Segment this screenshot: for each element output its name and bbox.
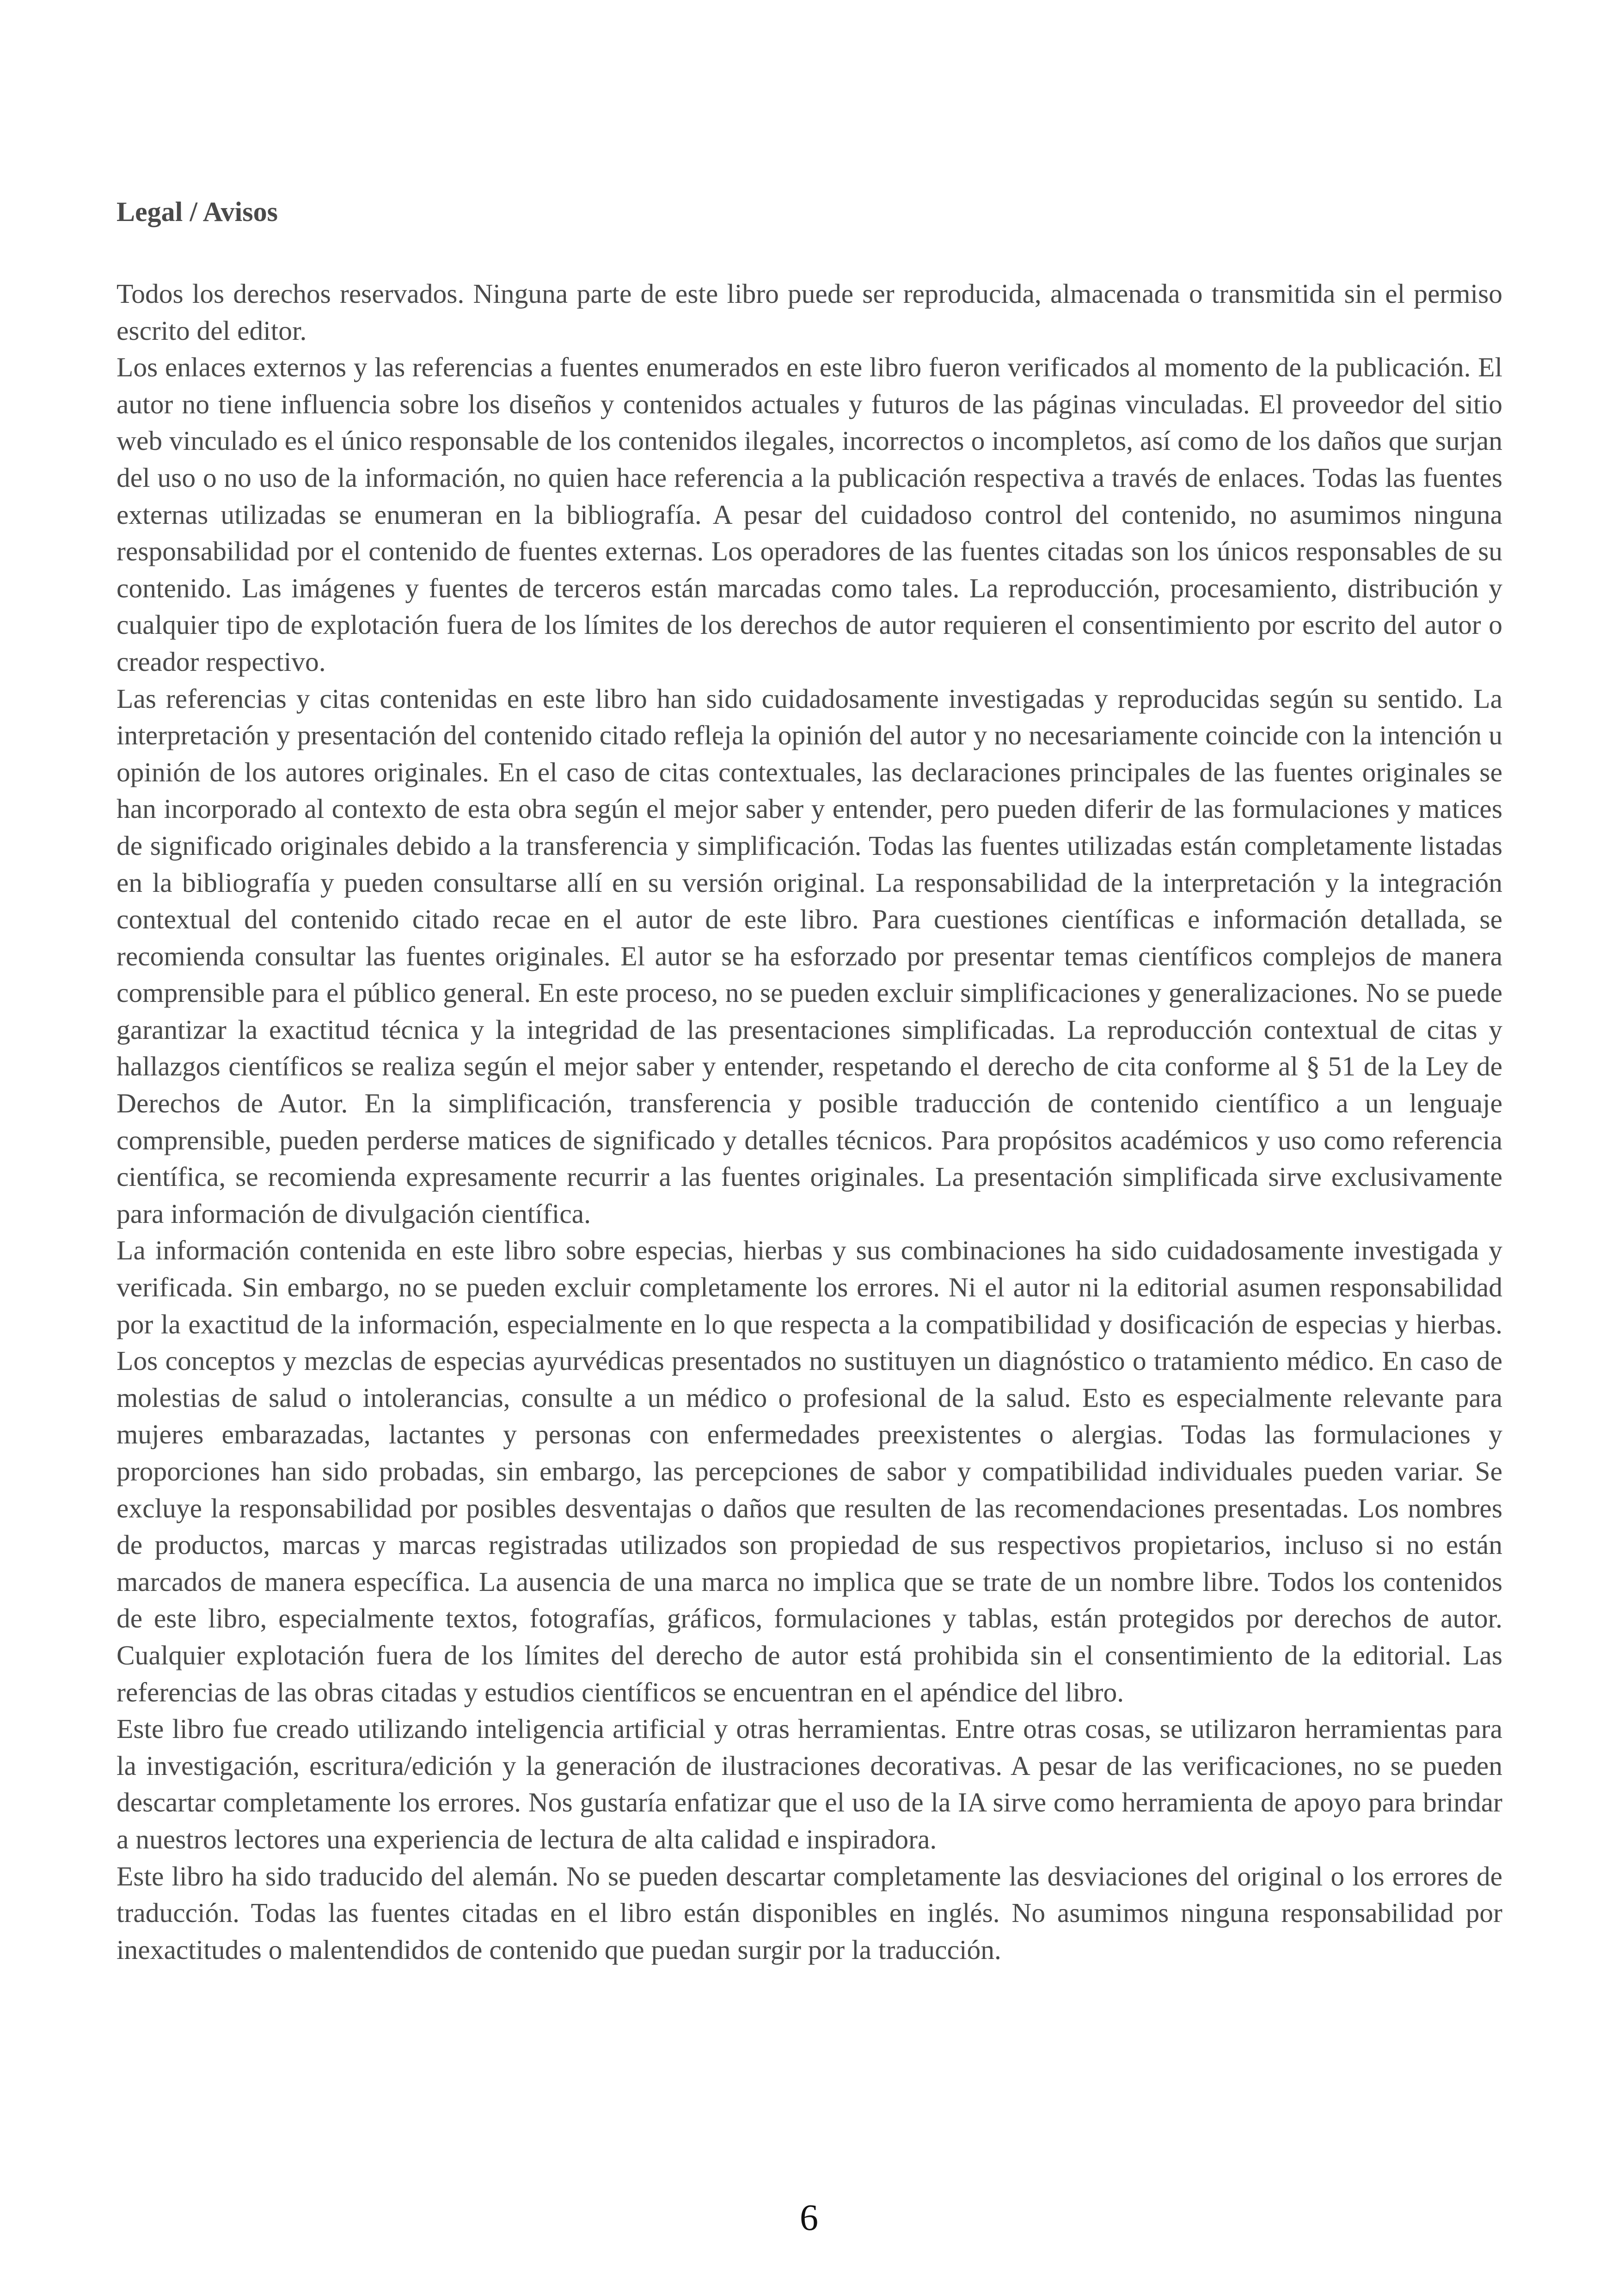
paragraph-ai-usage: Este libro fue creado utilizando inteligencia artificial y otras herramientas. Entre otras cosas, se utilizaron herramientas para la investigación, escritura/edición y la generación de ilustraciones decorativas. A pesar de las verificaciones, no se pueden descartar completamente los errores. Nos gustaría enfatizar que el uso de la IA sirve como herramienta de apoyo para brindar a nuestros lectores una experiencia de lectura de alta calidad e inspiradora.: [116, 1713, 1502, 1854]
section-heading: Legal / Avisos: [116, 196, 278, 227]
paragraph-citations: Las referencias y citas contenidas en este libro han sido cuidadosamente investigadas y reproducidas según su sentido. La interpretación y presentación del contenido citado refleja la opinión del autor y no necesariamente coincide con la intención u opinión de los autores originales. En el caso de citas contextuales, las declaraciones principales de las fuentes originales se han incorporado al contexto de esta obra según el mejor saber y entender, pero pueden diferir de las formulaciones y matices de significado originales debido a la transferencia y simplificación. Todas las fuentes utilizadas están completamente listadas en la bibliografía y pueden consultarse allí en su versión original. La responsabilidad de la interpretación y la integración contextual del contenido citado recae en el autor de este libro. Para cuestiones científicas e información detallada, se recomienda consultar las fuentes originales. El autor se ha esforzado por presentar temas científicos complejos de manera comprensible para el público general. En este proceso, no se pueden excluir simplificaciones y generalizaciones. No se puede garantizar la exactitud técnica y la integridad de las presentaciones simplificadas. La reproducción contextual de citas y hallazgos científicos se realiza según el mejor saber y entender, respetando el derecho de cita conforme al § 51 de la Ley de Derechos de Autor. En la simplificación, transferencia y posible traducción de contenido científico a un lenguaje comprensible, pueden perderse matices de significado y detalles técnicos. Para propósitos académicos y uso como referencia científica, se recomienda expresamente recurrir a las fuentes originales. La presentación simplificada sirve exclusivamente para información de divulgación científica.: [116, 683, 1502, 1229]
paragraph-translation: Este libro ha sido traducido del alemán. No se pueden descartar completamente las desviaciones del original o los errores de traducción. Todas las fuentes citadas en el libro están disponibles en inglés. No asumimos ninguna responsabilidad por inexactitudes o malentendidos de contenido que puedan surgir por la traducción.: [116, 1860, 1502, 1965]
page-content: [116, 194, 1502, 1968]
page-number: 6: [800, 2198, 818, 2238]
paragraph-copyright: Todos los derechos reservados. Ninguna parte de este libro puede ser reproducida, almacenada o transmitida sin el permiso escrito del editor.: [116, 278, 1502, 346]
paragraph-spices-disclaimer: La información contenida en este libro sobre especias, hierbas y sus combinaciones ha sido cuidadosamente investigada y verificada. Sin embargo, no se pueden excluir completamente los errores. Ni el autor ni la editorial asumen responsabilidad por la exactitud de la información, especialmente en lo que respecta a la compatibilidad y dosificación de especias y hierbas. Los conceptos y mezclas de especias ayurvédicas presentados no sustituyen un diagnóstico o tratamiento médico. En caso de molestias de salud o intolerancias, consulte a un médico o profesional de la salud. Esto es especialmente relevante para mujeres embarazadas, lactantes y personas con enfermedades preexistentes o alergias. Todas las formulaciones y proporciones han sido probadas, sin embargo, las percepciones de sabor y compatibilidad individuales pueden variar. Se excluye la responsabilidad por posibles desventajas o daños que resulten de las recomendaciones presentadas. Los nombres de productos, marcas y marcas registradas utilizados son propiedad de sus respectivos propietarios, incluso si no están marcados de manera específica. La ausencia de una marca no implica que se trate de un nombre libre. Todos los contenidos de este libro, especialmente textos, fotografías, gráficos, formulaciones y tablas, están protegidos por derechos de autor. Cualquier explotación fuera de los límites del derecho de autor está prohibida sin el consentimiento de la editorial. Las referencias de las obras citadas y estudios científicos se encuentran en el apéndice del libro.: [116, 1235, 1502, 1707]
paragraph-external-links: Los enlaces externos y las referencias a fuentes enumerados en este libro fueron verificados al momento de la publicación. El autor no tiene influencia sobre los diseños y contenidos actuales y futuros de las páginas vinculadas. El proveedor del sitio web vinculado es el único responsable de los contenidos ilegales, incorrectos o incompletos, así como de los daños que surjan del uso o no uso de la información, no quien hace referencia a la publicación respectiva a través de enlaces. Todas las fuentes externas utilizadas se enumeran en la bibliografía. A pesar del cuidadoso control del contenido, no asumimos ninguna responsabilidad por el contenido de fuentes externas. Los operadores de las fuentes citadas son los únicos responsables de su contenido. Las imágenes y fuentes de terceros están marcadas como tales. La reproducción, procesamiento, distribución y cualquier tipo de explotación fuera de los límites de los derechos de autor requieren el consentimiento por escrito del autor o creador respectivo.: [116, 352, 1502, 677]
